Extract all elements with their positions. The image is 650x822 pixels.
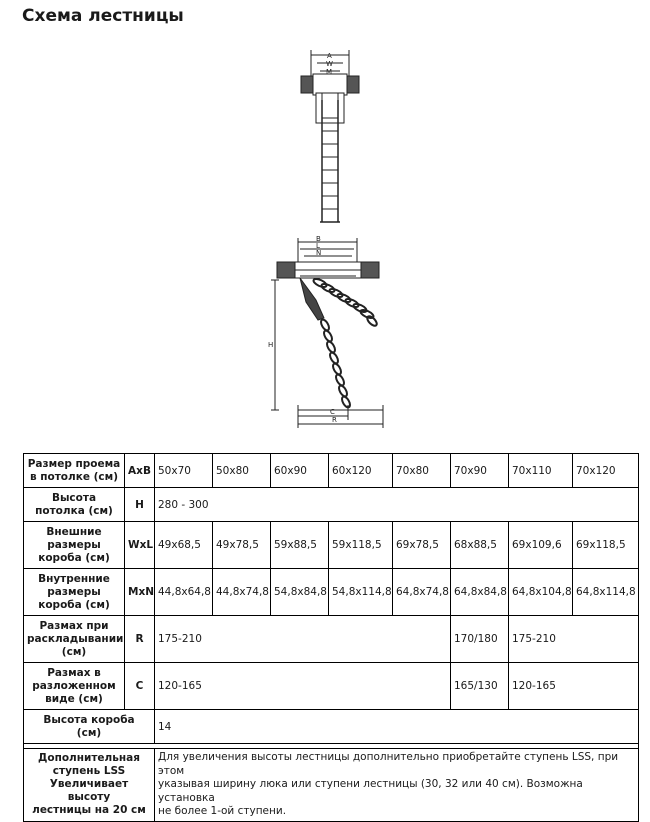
row-opening-size <box>24 454 639 488</box>
page-title: Схема лестницы <box>22 6 184 26</box>
label-b: B <box>316 235 321 243</box>
table-cell: 280 - 300 <box>155 488 639 522</box>
row-symbol: R <box>125 616 155 663</box>
table-cell: 59x88,5 <box>271 522 329 569</box>
table-cell: 44,8x64,8 <box>155 569 213 616</box>
label-l: L <box>316 242 320 250</box>
row-label: Высота потолка (см) <box>24 488 125 522</box>
row-symbol: WxL <box>125 522 155 569</box>
table-cell: 68x88,5 <box>451 522 509 569</box>
row-box-height <box>24 710 639 744</box>
table-cell: 64,8x114,8 <box>573 569 639 616</box>
row-label: Дополнительная ступень LSS Увеличивает высоту лестницы на 20 см <box>24 749 155 822</box>
table-cell: 49x68,5 <box>155 522 213 569</box>
row-extra-step <box>24 749 639 822</box>
row-unfold-span <box>24 616 639 663</box>
table-cell: 69x109,6 <box>509 522 573 569</box>
note-cell: Для увеличения высоты лестницы дополнительно приобретайте ступень LSS, при этом указывая ширину люка или ступени лестницы (30, 32 или 40 см). Возможна установка не более 1-ой ступени. <box>155 749 639 822</box>
table-cell: 70x110 <box>509 454 573 488</box>
table-cell: 70x80 <box>393 454 451 488</box>
table-cell: 14 <box>155 710 639 744</box>
table-cell: 64,8x74,8 <box>393 569 451 616</box>
table-cell: 60x120 <box>329 454 393 488</box>
side-view <box>271 238 383 428</box>
label-a: A <box>327 52 332 60</box>
table-cell: 64,8x104,8 <box>509 569 573 616</box>
table-cell: 175-210 <box>155 616 451 663</box>
table-cell: 50x80 <box>213 454 271 488</box>
label-n: N <box>316 249 322 257</box>
label-h: H <box>268 341 274 349</box>
row-label: Размах при раскладывании (см) <box>24 616 125 663</box>
row-symbol: MxN <box>125 569 155 616</box>
label-w: W <box>326 60 333 68</box>
row-label: Размах в разложенном виде (см) <box>24 663 125 710</box>
row-symbol: C <box>125 663 155 710</box>
table-cell: 175-210 <box>509 616 639 663</box>
row-label: Высота короба (см) <box>24 710 155 744</box>
row-outer-size <box>24 522 639 569</box>
table-cell: 120-165 <box>155 663 451 710</box>
table-cell: 64,8x84,8 <box>451 569 509 616</box>
table-cell: 70x90 <box>451 454 509 488</box>
table-cell: 170/180 <box>451 616 509 663</box>
label-c: C <box>330 408 335 416</box>
table-cell: 165/130 <box>451 663 509 710</box>
row-symbol: H <box>125 488 155 522</box>
table-cell: 54,8x84,8 <box>271 569 329 616</box>
table-cell: 49x78,5 <box>213 522 271 569</box>
row-label: Размер проема в потолке (см) <box>24 454 125 488</box>
table-cell: 120-165 <box>509 663 639 710</box>
table-cell: 59x118,5 <box>329 522 393 569</box>
table-cell: 70x120 <box>573 454 639 488</box>
label-r: R <box>332 416 337 424</box>
row-label: Внешние размеры короба (см) <box>24 522 125 569</box>
table-cell: 69x118,5 <box>573 522 639 569</box>
table-cell: 50x70 <box>155 454 213 488</box>
row-ceiling-height <box>24 488 639 522</box>
table-cell: 54,8x114,8 <box>329 569 393 616</box>
table-cell: 44,8x74,8 <box>213 569 271 616</box>
table-cell: 69x78,5 <box>393 522 451 569</box>
row-unfolded-span <box>24 663 639 710</box>
label-m: M <box>326 68 333 76</box>
row-inner-size <box>24 569 639 616</box>
row-symbol: AxB <box>125 454 155 488</box>
table-cell: 60x90 <box>271 454 329 488</box>
spec-table <box>23 453 639 822</box>
row-label: Внутренние размеры короба (см) <box>24 569 125 616</box>
